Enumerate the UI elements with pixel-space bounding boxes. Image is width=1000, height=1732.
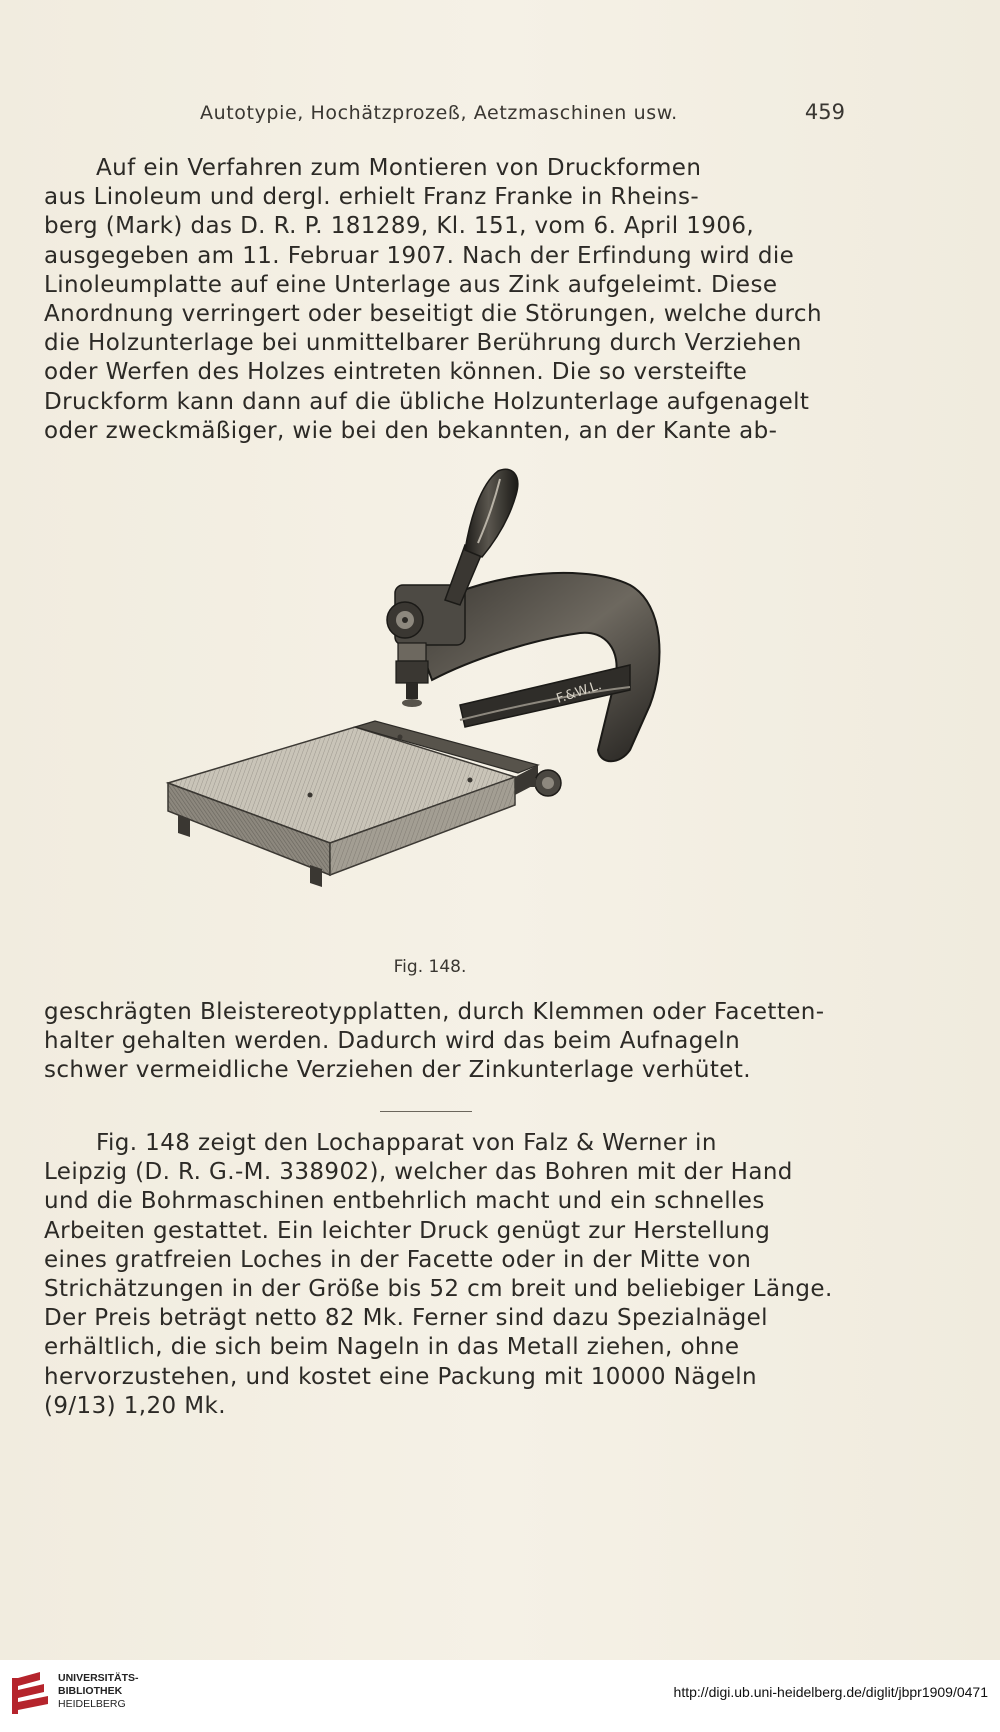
text-line: Fig. 148 zeigt den Lochapparat von Falz & Werner in (96, 1130, 717, 1156)
institution-line: UNIVERSITÄTS- (58, 1672, 139, 1684)
text-line: eines gratfreien Loches in der Facette oder in der Mitte von (44, 1246, 752, 1273)
text-line: Leipzig (D. R. G.-M. 338902), welcher das Bohren mit der Hand (44, 1159, 793, 1186)
text-line: schwer vermeidliche Verziehen der Zinkunterlage verhütet. (44, 1057, 751, 1084)
text-line: Anordnung verringert oder beseitigt die Störungen, welche durch (44, 300, 822, 327)
text-line: Arbeiten gestattet. Ein leichter Druck genügt zur Herstellung (44, 1217, 771, 1244)
text-line: aus Linoleum und dergl. erhielt Franz Franke in Rheins- (44, 184, 700, 211)
text-line: Strichätzungen in der Größe bis 52 cm breit und beliebiger Länge. (44, 1275, 833, 1302)
university-library-logo-icon (10, 1670, 52, 1718)
institution-name (58, 1672, 139, 1711)
text-line: und die Bohrmaschinen entbehrlich macht und ein schnelles (44, 1188, 765, 1215)
text-line: Auf ein Verfahren zum Montieren von Druckformen (96, 155, 702, 181)
text-line: Der Preis beträgt netto 82 Mk. Ferner sind dazu Spezialnägel (44, 1305, 768, 1332)
text-line: Druckform kann dann auf die übliche Holzunterlage aufgenagelt (44, 388, 810, 415)
digitization-footer (0, 1660, 1000, 1732)
section-divider (380, 1111, 472, 1112)
text-line: erhältlich, die sich beim Nageln in das Metall ziehen, ohne (44, 1334, 740, 1361)
paragraph-punching-apparatus (44, 1129, 844, 1421)
page-number: 459 (804, 100, 845, 124)
text-line: hervorzustehen, und kostet eine Packung mit 10000 Nägeln (44, 1363, 758, 1390)
running-header: Autotypie, Hochätzprozeß, Aetzmaschinen usw. (200, 102, 678, 124)
frame-engraving: F.&W.L. (554, 678, 604, 707)
text-line: oder zweckmäßiger, wie bei den bekannten, an der Kante ab- (44, 417, 778, 444)
text-line: Linoleumplatte auf eine Unterlage aus Zink aufgeleimt. Diese (44, 271, 778, 298)
institution-line: BIBLIOTHEK (58, 1685, 123, 1697)
text-line: halter gehalten werden. Dadurch wird das beim Aufnageln (44, 1028, 741, 1055)
figure-punching-apparatus (160, 465, 750, 945)
paragraph-linoleum-mounting (44, 154, 844, 446)
source-url-link[interactable]: http://digi.ub.uni-heidelberg.de/diglit/jbpr1909/0471 (673, 1684, 988, 1700)
text-line: (9/13) 1,20 Mk. (44, 1392, 226, 1419)
institution-line: HEIDELBERG (58, 1698, 126, 1710)
figure-caption: Fig. 148. (393, 957, 467, 977)
text-line: geschrägten Bleistereotypplatten, durch Klemmen oder Facetten- (44, 999, 825, 1025)
text-line: ausgegeben am 11. Februar 1907. Nach der Erfindung wird die (44, 242, 795, 269)
text-line: die Holzunterlage bei unmittelbarer Berührung durch Verziehen (44, 330, 802, 357)
text-line: oder Werfen des Holzes eintreten können. Die so versteifte (44, 359, 748, 386)
paragraph-continuation (44, 998, 844, 1086)
punching-apparatus-illustration (160, 465, 750, 945)
text-line: berg (Mark) das D. R. P. 181289, Kl. 151, vom 6. April 1906, (44, 213, 755, 240)
